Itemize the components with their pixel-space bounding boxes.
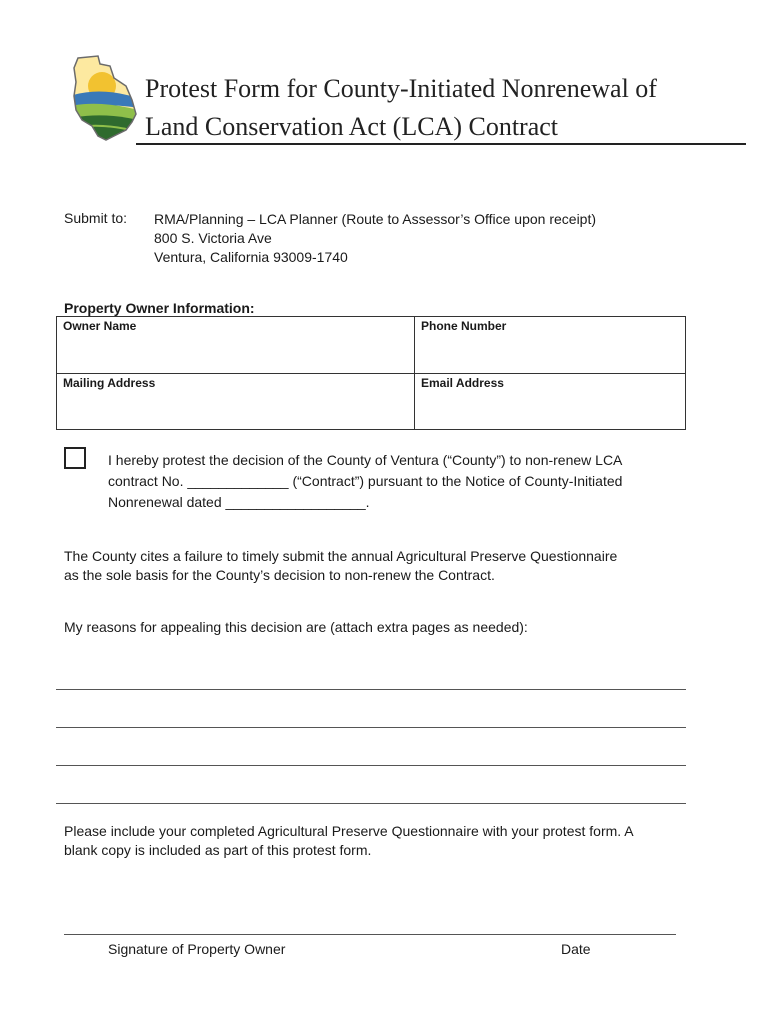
form-title (145, 70, 725, 146)
submit-address-line: 800 S. Victoria Ave (154, 230, 272, 246)
form-title-line2: Land Conservation Act (LCA) Contract (145, 112, 559, 141)
submit-to-label: Submit to: (64, 210, 128, 226)
form-title-line1: Protest Form for County-Initiated Nonrenewal of (145, 74, 657, 103)
protest-statement (108, 450, 688, 513)
reasons-answer-line[interactable] (56, 727, 686, 728)
owner-info-table (56, 316, 686, 430)
signature-line[interactable] (64, 934, 676, 935)
protest-line: Nonrenewal dated __________________. (108, 494, 370, 510)
mailing-address-field[interactable] (61, 392, 409, 428)
reasons-answer-line[interactable] (56, 765, 686, 766)
table-divider (57, 373, 685, 374)
reasons-answer-line[interactable] (56, 803, 686, 804)
property-owner-heading: Property Owner Information: (64, 300, 255, 316)
county-logo (70, 52, 138, 142)
reasons-answer-line[interactable] (56, 689, 686, 690)
mailing-address-label: Mailing Address (63, 376, 156, 390)
reasons-prompt: My reasons for appealing this decision are (attach extra pages as needed): (64, 619, 528, 635)
submit-address (154, 210, 596, 267)
email-address-field[interactable] (419, 392, 681, 428)
phone-number-field[interactable] (419, 335, 681, 371)
include-note-line: Please include your completed Agricultural Preserve Questionnaire with your protest form. A (64, 823, 634, 839)
include-note (64, 822, 704, 860)
county-cites-line: as the sole basis for the County’s decision to non-renew the Contract. (64, 567, 495, 583)
protest-line: contract No. _____________ (“Contract”) pursuant to the Notice of County-Initiated (108, 473, 623, 489)
owner-name-field[interactable] (61, 335, 409, 371)
protest-line: I hereby protest the decision of the County of Ventura (“County”) to non-renew LCA (108, 452, 623, 468)
submit-address-line: RMA/Planning – LCA Planner (Route to Assessor’s Office upon receipt) (154, 211, 597, 227)
phone-number-label: Phone Number (421, 319, 507, 333)
title-divider (136, 143, 746, 145)
email-address-label: Email Address (421, 376, 504, 390)
include-note-line: blank copy is included as part of this protest form. (64, 842, 372, 858)
county-cites-paragraph (64, 547, 704, 585)
county-cites-line: The County cites a failure to timely submit the annual Agricultural Preserve Questionnaire (64, 548, 618, 564)
protest-checkbox[interactable] (64, 447, 86, 469)
signature-label: Signature of Property Owner (108, 941, 286, 957)
date-label: Date (561, 941, 591, 957)
submit-address-line: Ventura, California 93009-1740 (154, 249, 348, 265)
owner-name-label: Owner Name (63, 319, 137, 333)
